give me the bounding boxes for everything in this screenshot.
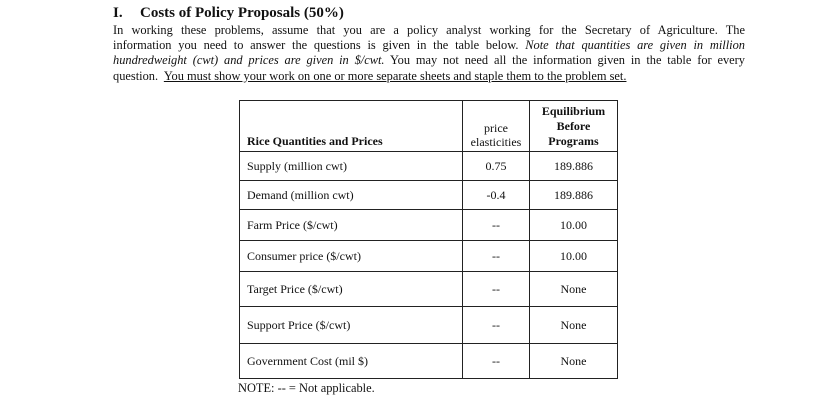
table-note: NOTE: -- = Not applicable.: [238, 381, 375, 395]
paragraph-line-4: [113, 69, 745, 84]
header-elasticities: [463, 101, 530, 152]
row-elasticity: 0.75: [463, 152, 530, 181]
row-equilibrium: None: [530, 307, 618, 344]
header-elasticities-line-1: price: [484, 121, 508, 135]
table-row: [240, 272, 618, 307]
paragraph-line-2-text: information you need to answer the questions is given in the table below.: [113, 38, 519, 53]
rice-table: [239, 100, 618, 379]
paragraph-line-1: In working these problems, assume that you are a policy analyst working for the Secretary of Agriculture. The: [113, 23, 745, 37]
row-equilibrium: None: [530, 272, 618, 307]
section-title: Costs of Policy Proposals (50%): [140, 5, 344, 21]
row-equilibrium: 10.00: [530, 210, 618, 241]
table-header-row: [240, 101, 618, 152]
paragraph-line-2: [113, 38, 745, 53]
paragraph-line-4-underlined: You must show your work on one or more separate sheets and staple them to the problem set.: [163, 68, 627, 83]
table-row: [240, 210, 618, 241]
row-elasticity: --: [463, 241, 530, 272]
row-label: Demand (million cwt): [240, 181, 463, 210]
row-label: Support Price ($/cwt): [240, 307, 463, 344]
table-row: [240, 152, 618, 181]
paragraph-line-3: [113, 53, 745, 68]
row-equilibrium: 189.886: [530, 181, 618, 210]
table-row: [240, 241, 618, 272]
row-label: Farm Price ($/cwt): [240, 210, 463, 241]
row-equilibrium: 10.00: [530, 241, 618, 272]
row-label: Consumer price ($/cwt): [240, 241, 463, 272]
header-elasticities-line-2: elasticities: [470, 135, 522, 149]
row-elasticity: --: [463, 307, 530, 344]
header-equilibrium-line-2: Before: [556, 119, 591, 133]
row-elasticity: --: [463, 210, 530, 241]
row-label: Government Cost (mil $): [240, 344, 463, 379]
row-label: Supply (million cwt): [240, 152, 463, 181]
header-equilibrium: [530, 101, 618, 152]
table-row: [240, 181, 618, 210]
table-row: [240, 307, 618, 344]
header-label: Rice Quantities and Prices: [240, 101, 463, 152]
row-elasticity: --: [463, 272, 530, 307]
section-number: I.: [113, 5, 123, 21]
row-label: Target Price ($/cwt): [240, 272, 463, 307]
instructions-paragraph: [113, 23, 745, 84]
header-equilibrium-line-1: Equilibrium: [541, 104, 606, 118]
row-elasticity: -0.4: [463, 181, 530, 210]
header-equilibrium-line-3: Programs: [548, 134, 599, 148]
row-equilibrium: None: [530, 344, 618, 379]
table-row: [240, 344, 618, 379]
paragraph-line-4-text: question.: [113, 68, 159, 83]
row-elasticity: --: [463, 344, 530, 379]
section-heading: [113, 5, 344, 22]
paragraph-line-3-italic: hundredweight (cwt) and prices are given in $/cwt.: [113, 53, 385, 68]
paragraph-line-3-text: You may not need all the information given in the table for every: [389, 53, 745, 68]
row-equilibrium: 189.886: [530, 152, 618, 181]
paragraph-line-2-italic: Note that quantities are given in million: [525, 38, 745, 53]
